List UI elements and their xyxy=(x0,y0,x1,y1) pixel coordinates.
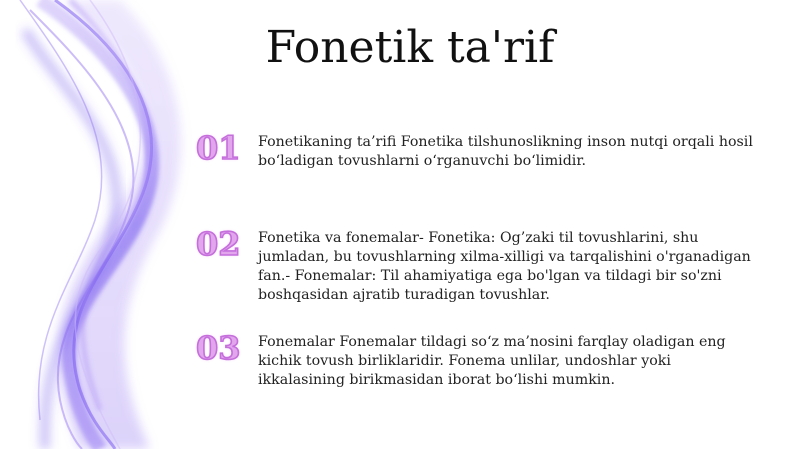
item-number: 01 xyxy=(196,129,241,167)
item-text: Fonetika va fonemalar- Fonetika: Og’zaki til tovushlarini, shu jumladan, bu tovushlarning xilma-xilligi va tarqalishini o'rganadigan fan.- Fonemalar: Til ahamiyatiga ega bo'lgan va tildagi bir so'zni boshqasidan ajratib turadigan tovushlar. xyxy=(258,230,751,303)
item-text: Fonetikaning ta’rifi Fonetika tilshunoslikning inson nutqi orqali hosil bo‘ladigan tovushlarni o‘rganuvchi bo‘limidir. xyxy=(258,134,753,169)
item-text: Fonemalar Fonemalar tildagi so‘z ma’nosini farqlay oladigan eng kichik tovush birliklaridir. Fonema unlilar, undoshlar yoki ikkalasining birikmasidan iborat bo‘lishi mumkin. xyxy=(258,334,726,388)
item-number: 03 xyxy=(196,329,241,367)
list-item xyxy=(196,328,756,390)
item-number: 02 xyxy=(196,225,241,263)
list-item xyxy=(196,128,756,171)
slide-title: Fonetik ta'rif xyxy=(265,22,555,73)
list-item xyxy=(196,224,756,305)
